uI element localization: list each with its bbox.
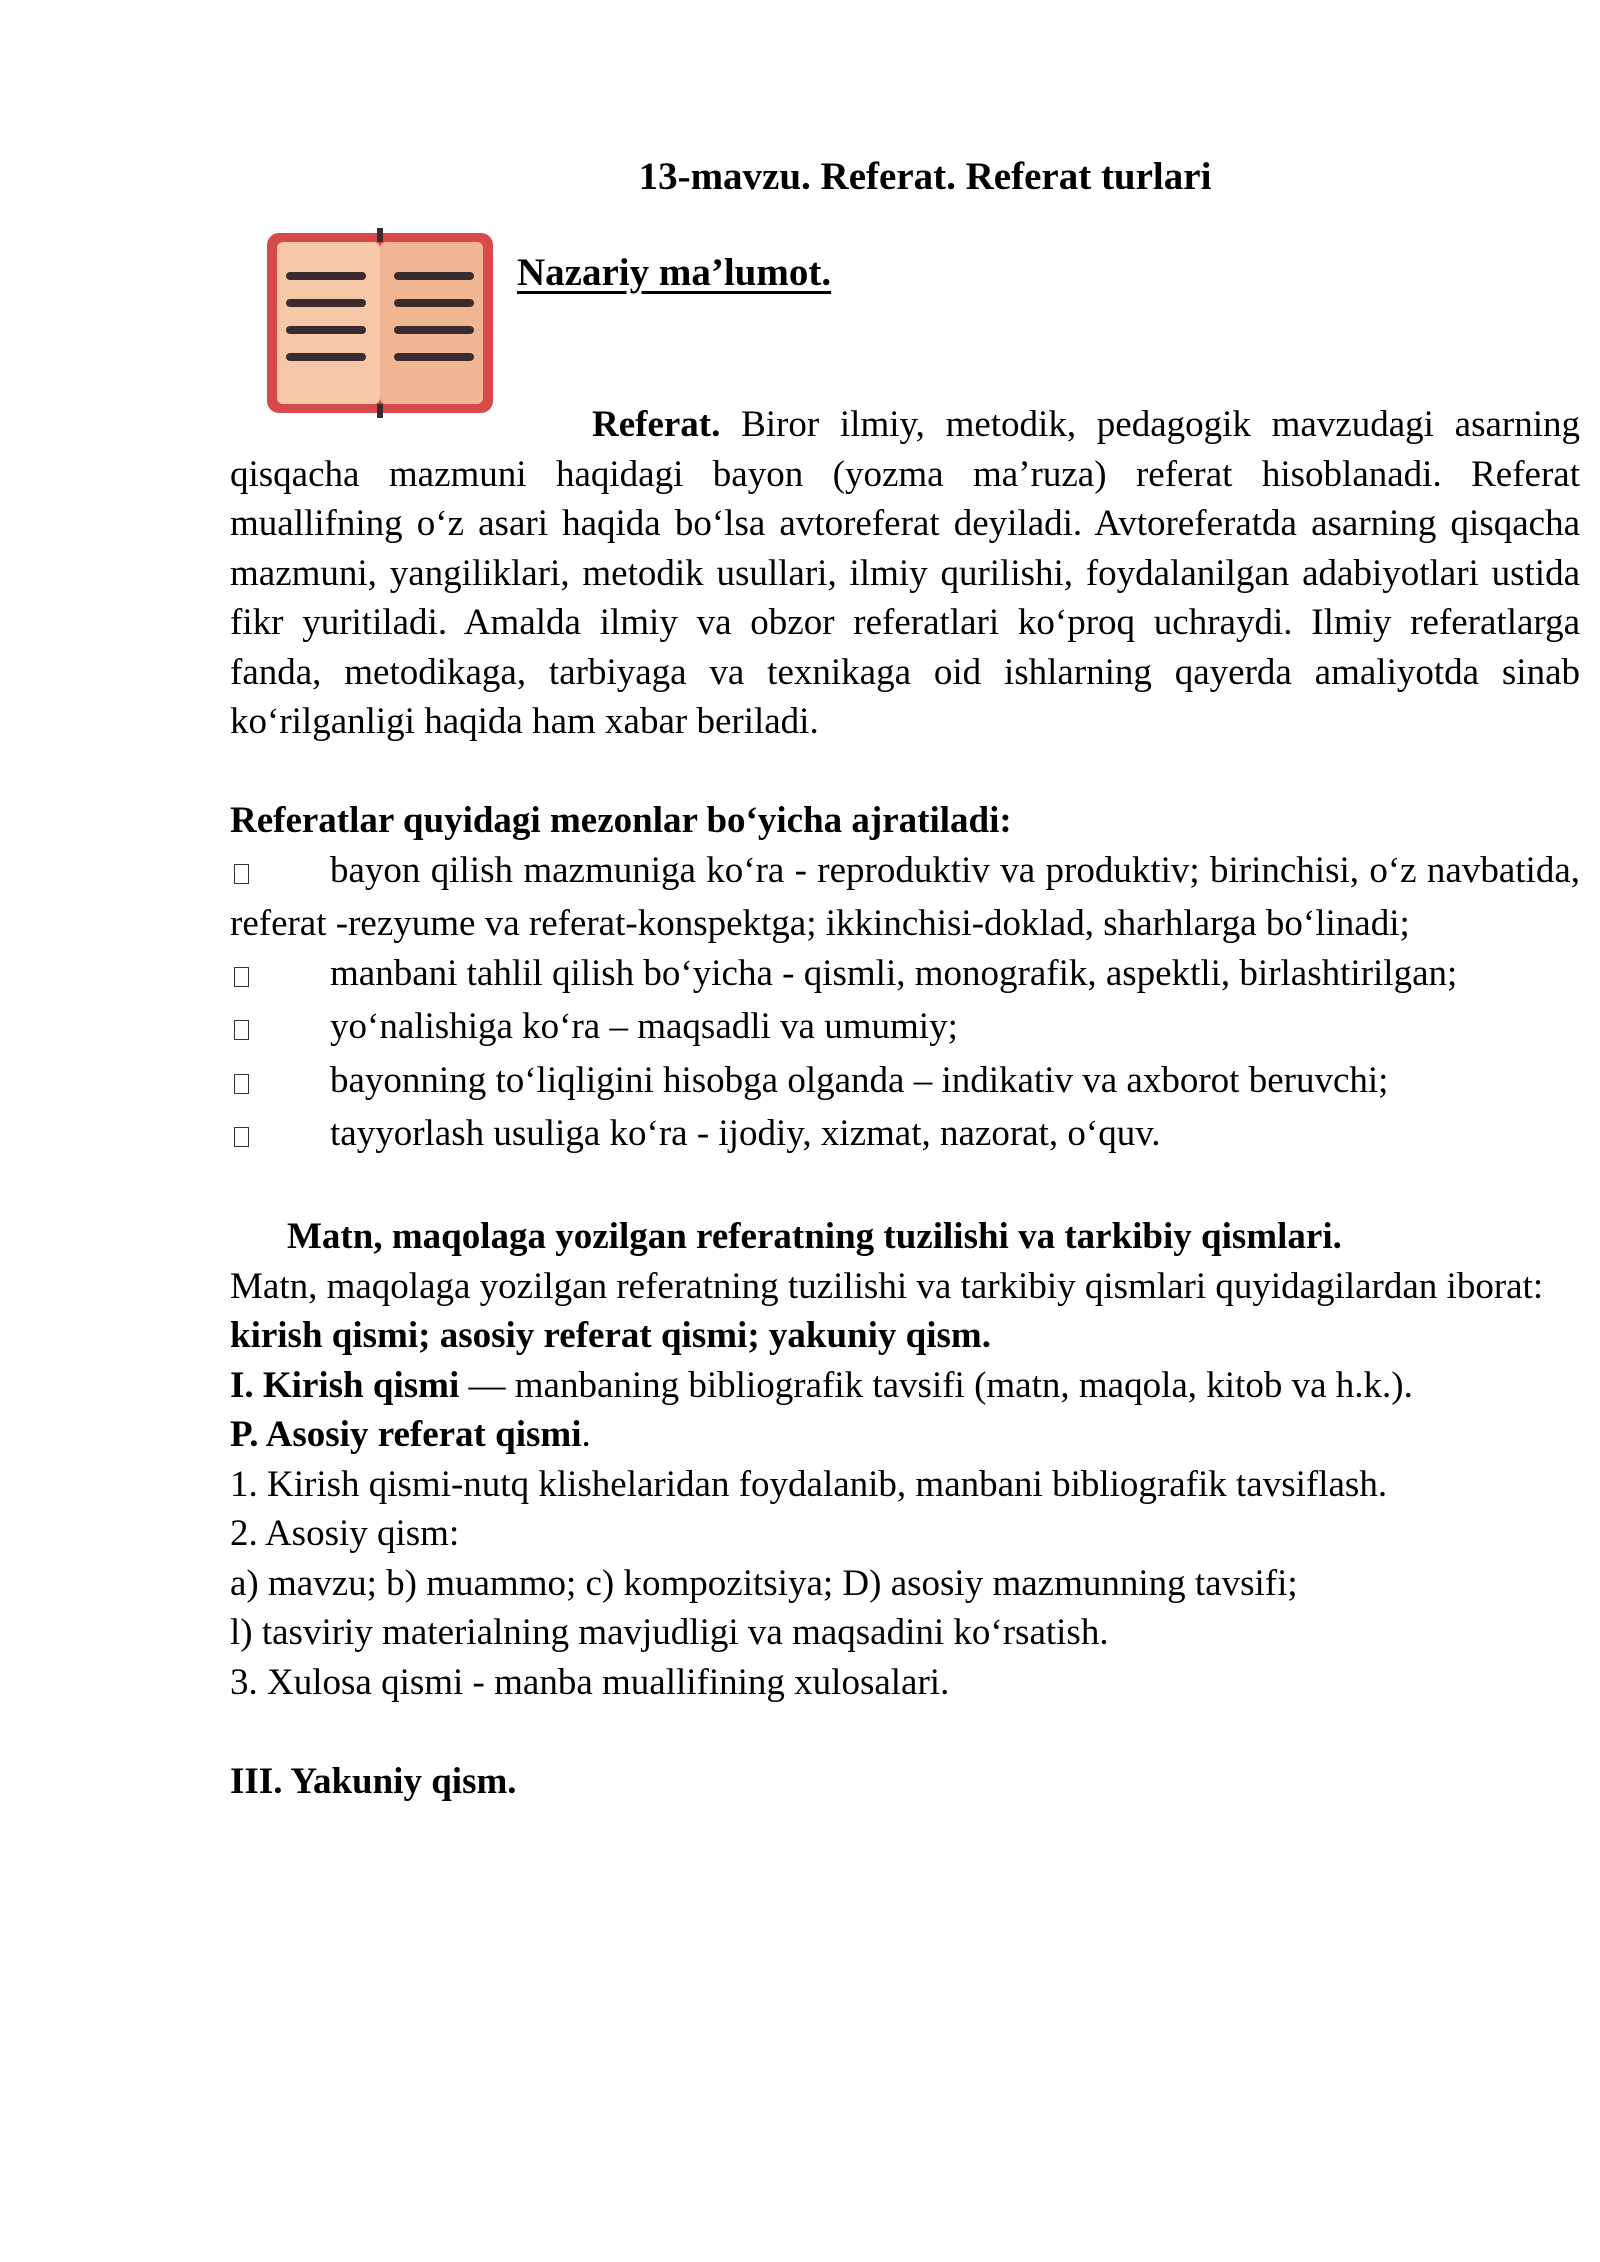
parts-line: kirish qismi; asosiy referat qismi; yakuniy qism. bbox=[230, 1315, 991, 1356]
part2-paragraph: P. Asosiy referat qismi. bbox=[230, 1414, 591, 1455]
step2l: l) tasviriy materialning mavjudligi va maqsadini ko‘rsatish. bbox=[230, 1612, 1109, 1653]
structure-heading: Matn, maqolaga yozilgan referatning tuzilishi va tarkibiy qismlari. bbox=[287, 1216, 1342, 1257]
bullet-box-icon bbox=[234, 1127, 249, 1147]
step3: 3. Xulosa qismi - manba muallifining xulosalari. bbox=[230, 1661, 950, 1703]
bullet-box-icon bbox=[234, 864, 249, 884]
part3-label: III. Yakuniy qism. bbox=[230, 1760, 517, 1802]
criteria-item: yo‘nalishiga ko‘ra – maqsadli va umumiy; bbox=[230, 1002, 1580, 1056]
structure-text: Matn, maqolaga yozilgan referatning tuzilishi va tarkibiy qismlari quyidagilardan iborat: bbox=[230, 1265, 1544, 1307]
intro-text: Biror ilmiy, metodik, pedagogik mavzudagi asarning qisqacha mazmuni haqidagi bayon (yozma ma’ruza) referat hisoblanadi. Referat muallifning o‘z asari haqida bo‘lsa avtoreferat deyiladi. Avtoreferatda asarning qisqacha mazmuni, yangiliklari, metodik usullari, ilmiy qurilishi, foydalanilgan adabiyotlari ustida fikr yuritiladi. Amalda ilmiy va obzor referatlari ko‘proq uchraydi. Ilmiy referatlarga fanda, metodikaga, tarbiyaga va texnikaga oid ishlarning qayerda amaliyotda sinab ko‘rilganligi haqida ham xabar beriladi. bbox=[230, 404, 1580, 742]
part1-paragraph bbox=[230, 1361, 1580, 1411]
intro-lead: Referat. bbox=[592, 404, 721, 445]
part1-label: I. Kirish qismi bbox=[230, 1364, 460, 1406]
section-subtitle: Nazariy ma’lumot. bbox=[517, 251, 832, 294]
intro-paragraph bbox=[230, 400, 1580, 747]
criteria-item: bayon qilish mazmuniga ko‘ra - reproduktiv va produktiv; birinchisi, o‘z navbatida, referat -rezyume va referat-konspektga; ikkinchisi-doklad, sharhlarga bo‘linadi; bbox=[230, 849, 1580, 944]
criteria-item: tayyorlash usuliga ko‘ra - ijodiy, xizmat, nazorat, o‘quv. bbox=[230, 1109, 1580, 1163]
part2-label: P. Asosiy referat qismi bbox=[230, 1414, 582, 1455]
step2a: a) mavzu; b) muammo; c) kompozitsiya; D) asosiy mazmunning tavsifi; bbox=[230, 1562, 1298, 1604]
step2: 2. Asosiy qism: bbox=[230, 1513, 460, 1554]
criteria-heading: Referatlar quyidagi mezonlar bo‘yicha ajratiladi: bbox=[230, 800, 1012, 841]
open-book-icon bbox=[265, 228, 495, 418]
criteria-item: bayonning to‘liqligini hisobga olganda – indikativ va axborot beruvchi; bbox=[230, 1056, 1580, 1110]
bullet-box-icon bbox=[234, 1074, 249, 1094]
bullet-box-icon bbox=[234, 1020, 249, 1040]
criteria-item: manbani tahlil qilish bo‘yicha - qismli, monografik, aspektli, birlashtirilgan; bbox=[230, 949, 1580, 1003]
page-title: 13-mavzu. Referat. Referat turlari bbox=[638, 155, 1212, 198]
bullet-box-icon bbox=[234, 967, 249, 987]
part1-text: — manbaning bibliografik tavsifi (matn, maqola, kitob va h.k.). bbox=[459, 1364, 1413, 1406]
step1: 1. Kirish qismi-nutq klishelaridan foydalanib, manbani bibliografik tavsiflash. bbox=[230, 1463, 1388, 1505]
